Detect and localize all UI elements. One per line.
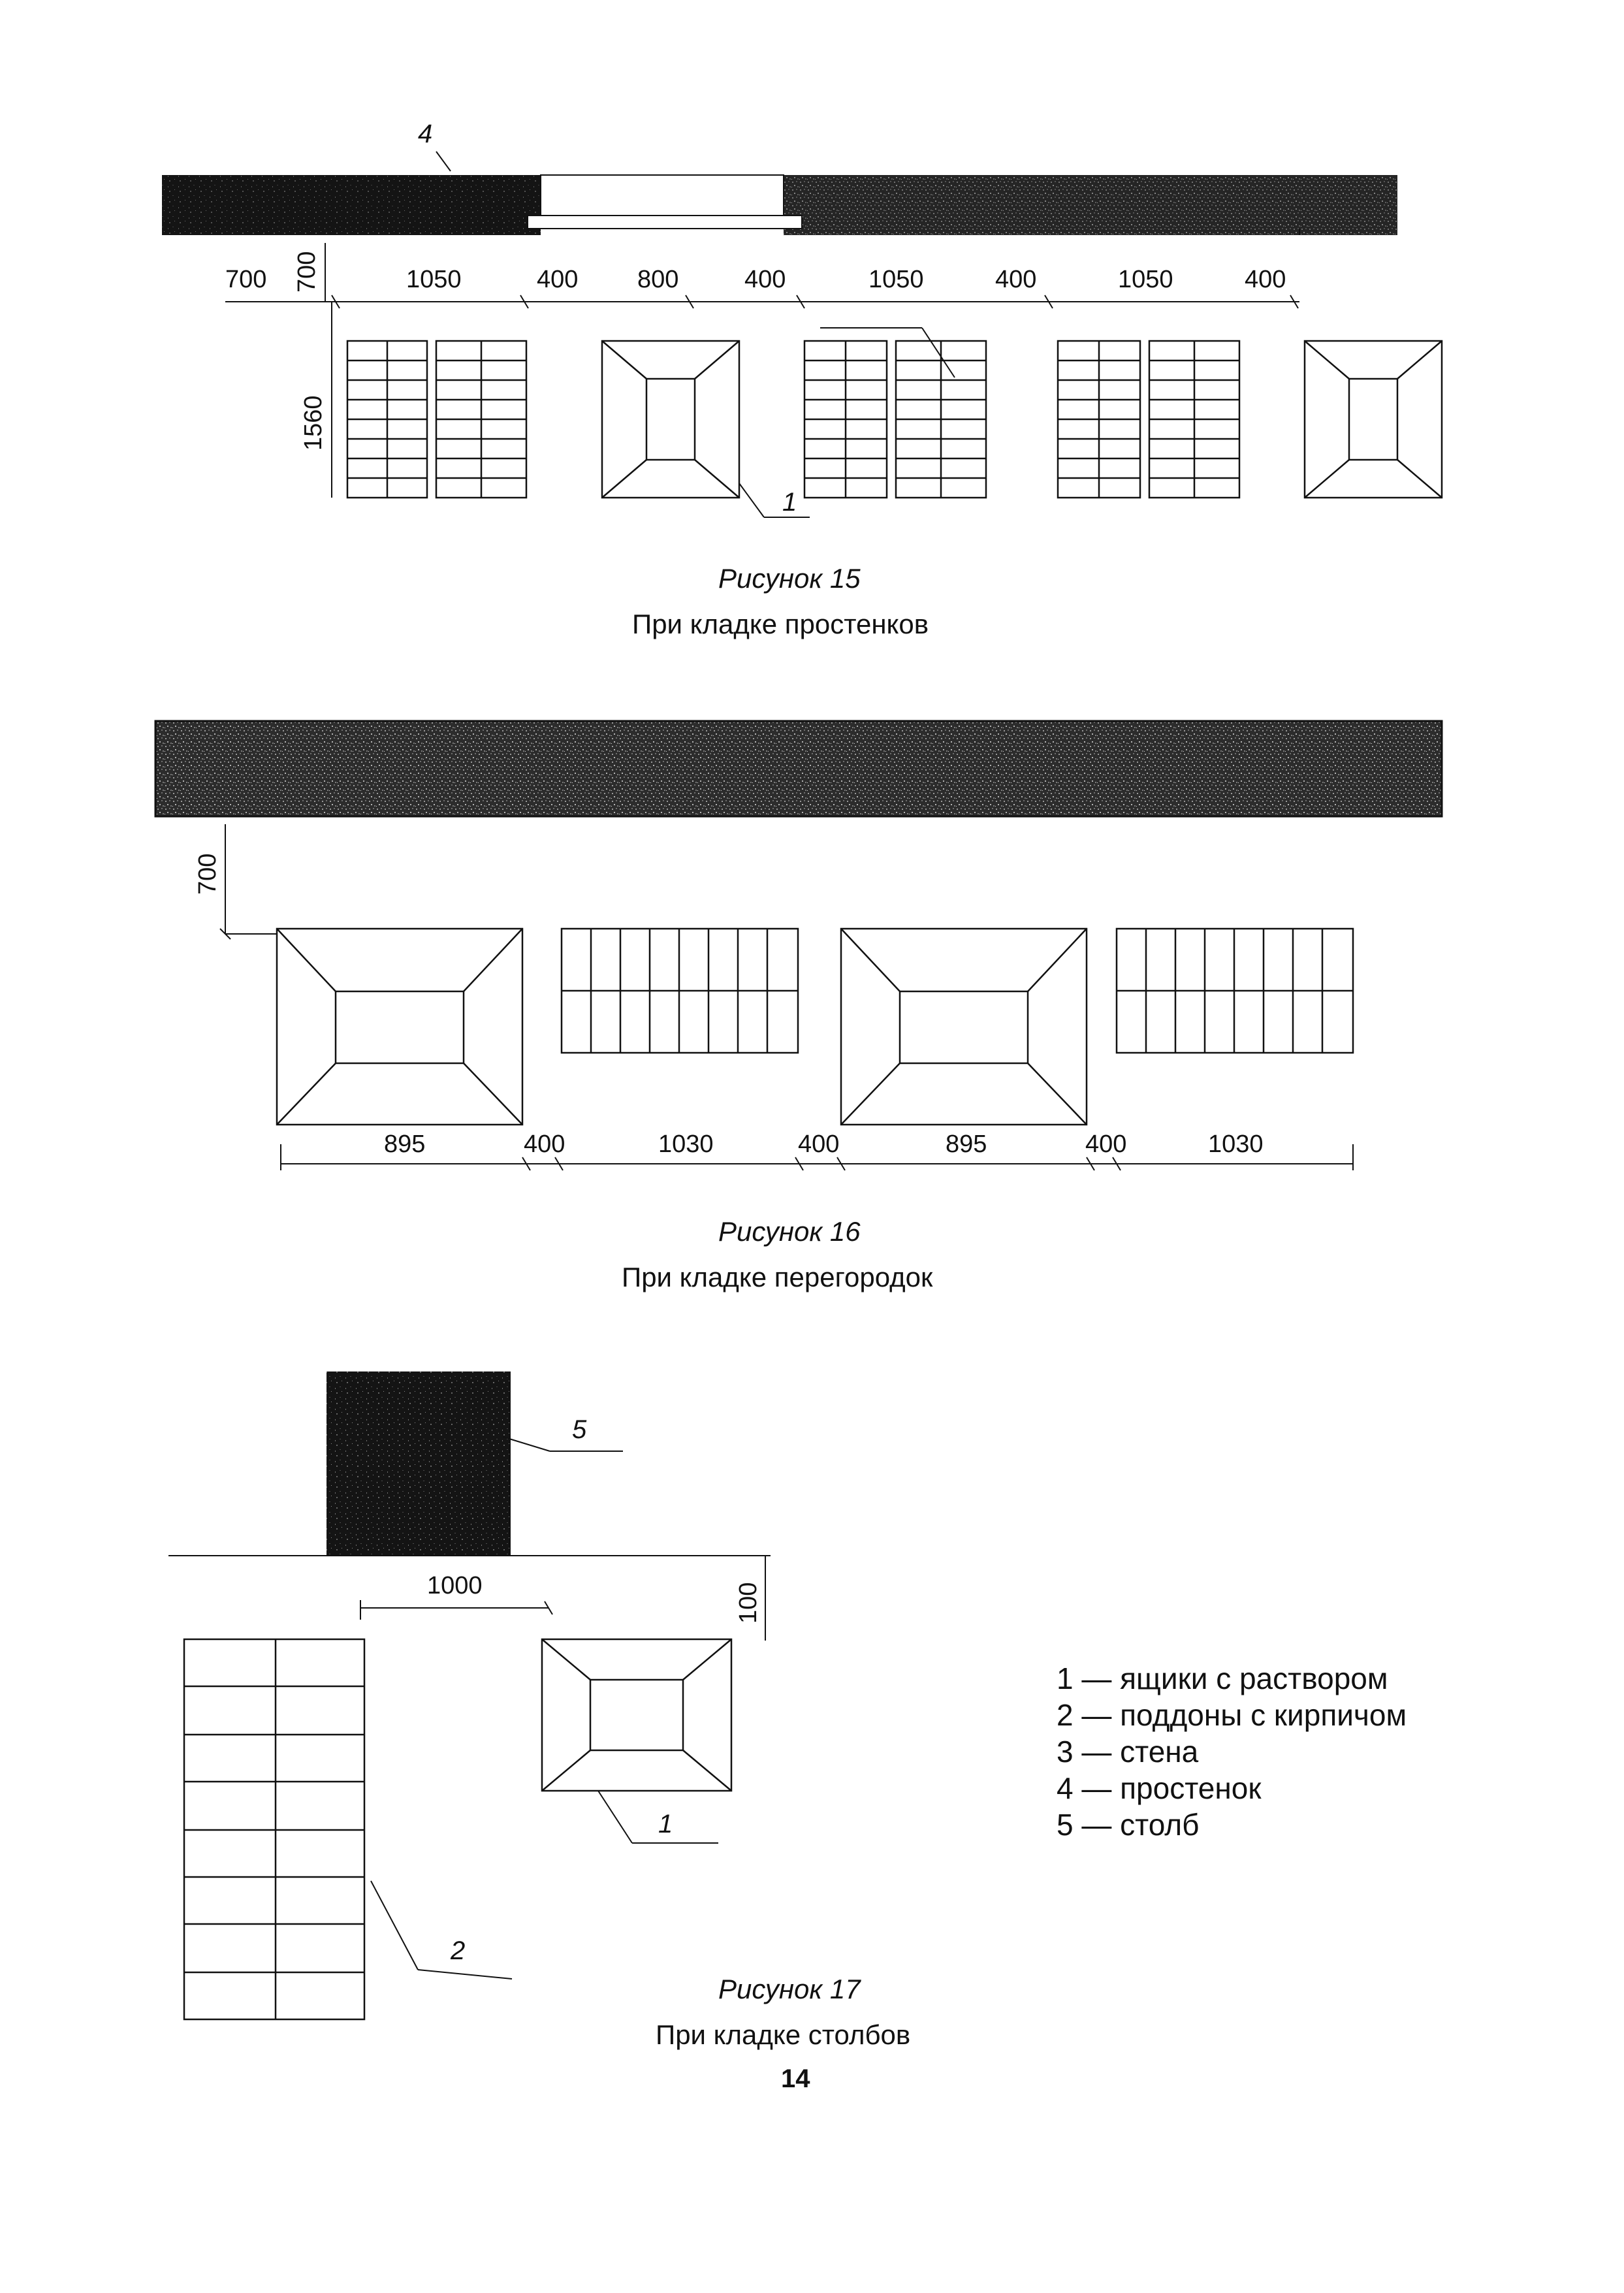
callout-4-leader: [436, 152, 451, 171]
dim-16-0: 895: [384, 1130, 426, 1158]
pallet-fig17: [184, 1639, 364, 2019]
legend-item-4: 4 — простенок: [1057, 1771, 1262, 1805]
dim-1000-horizontal: 1000: [427, 1572, 483, 1599]
pallet-leader-diagonal: [922, 328, 955, 377]
callout-2: 2: [451, 1936, 466, 1965]
dim-16-4: 895: [946, 1130, 987, 1158]
dim-15-2: 400: [537, 266, 579, 293]
dim-16-5: 400: [1085, 1130, 1127, 1158]
dim-15-1: 1050: [406, 266, 462, 293]
window-opening: [541, 175, 784, 216]
figure-17: [168, 1371, 910, 2050]
dim-700-vertical: 700: [293, 251, 321, 293]
page-number: 14: [781, 2064, 810, 2093]
dim-15-4: 400: [744, 266, 786, 293]
dim-15-0: 700: [225, 266, 267, 293]
wall-partition: [155, 721, 1442, 816]
figure-16-caption: При кладке перегородок: [622, 1262, 933, 1292]
figure-16-title: Рисунок 16: [718, 1216, 861, 1247]
dim-15-7: 1050: [1118, 266, 1173, 293]
pallet-fig15-1: [347, 341, 526, 498]
callout-1-leader-fig17: [598, 1791, 632, 1843]
figure-17-caption: При кладке столбов: [656, 2019, 911, 2050]
figure-15-title: Рисунок 15: [718, 563, 861, 594]
pallet-fig16-1: [562, 929, 798, 1053]
window-sill: [528, 216, 802, 229]
legend-item-3: 3 — стена: [1057, 1735, 1199, 1769]
dim-100-vertical: 100: [735, 1582, 762, 1624]
dim-15-6: 400: [995, 266, 1037, 293]
pallet-fig15-3: [1058, 341, 1239, 498]
mortar-box-fig17: [542, 1639, 731, 1791]
dim-16-3: 400: [798, 1130, 840, 1158]
legend-item-1: 1 — ящики с раствором: [1057, 1661, 1388, 1695]
callout-1-leader: [739, 483, 764, 517]
figure-17-title: Рисунок 17: [718, 1974, 861, 2004]
dim-15-8: 400: [1245, 266, 1286, 293]
callout-1-fig15: 1: [782, 488, 797, 517]
mortar-box-fig15-2: [1305, 341, 1442, 498]
dim-16-1: 400: [524, 1130, 565, 1158]
dim-1560-vertical: 1560: [300, 395, 327, 451]
callout-1-fig17: 1: [658, 1810, 673, 1838]
callout-2-leader: [371, 1881, 418, 1970]
mortar-box-fig15-1: [602, 341, 739, 498]
dim-16-6: 1030: [1208, 1130, 1264, 1158]
pallet-fig15-2: [804, 341, 986, 498]
wall-texture-right: [784, 175, 1397, 235]
mortar-box-fig16-2: [841, 929, 1087, 1125]
figure-15-caption: При кладке простенков: [632, 609, 929, 639]
wall-texture-left: [162, 175, 541, 235]
dim-15-3: 800: [637, 266, 679, 293]
dim-16-2: 1030: [658, 1130, 714, 1158]
callout-5: 5: [572, 1415, 587, 1444]
figure-16: [155, 721, 1442, 1292]
mortar-box-fig16-1: [277, 929, 522, 1125]
dim-15-5: 1050: [868, 266, 924, 293]
dim-700-vertical-fig16: 700: [194, 853, 221, 895]
pallet-fig16-2: [1117, 929, 1353, 1053]
legend: [1057, 1661, 1407, 1842]
callout-4: 4: [418, 120, 433, 148]
legend-item-2: 2 — поддоны с кирпичом: [1057, 1698, 1407, 1732]
legend-item-5: 5 — столб: [1057, 1808, 1200, 1842]
figure-15: [162, 120, 1442, 639]
